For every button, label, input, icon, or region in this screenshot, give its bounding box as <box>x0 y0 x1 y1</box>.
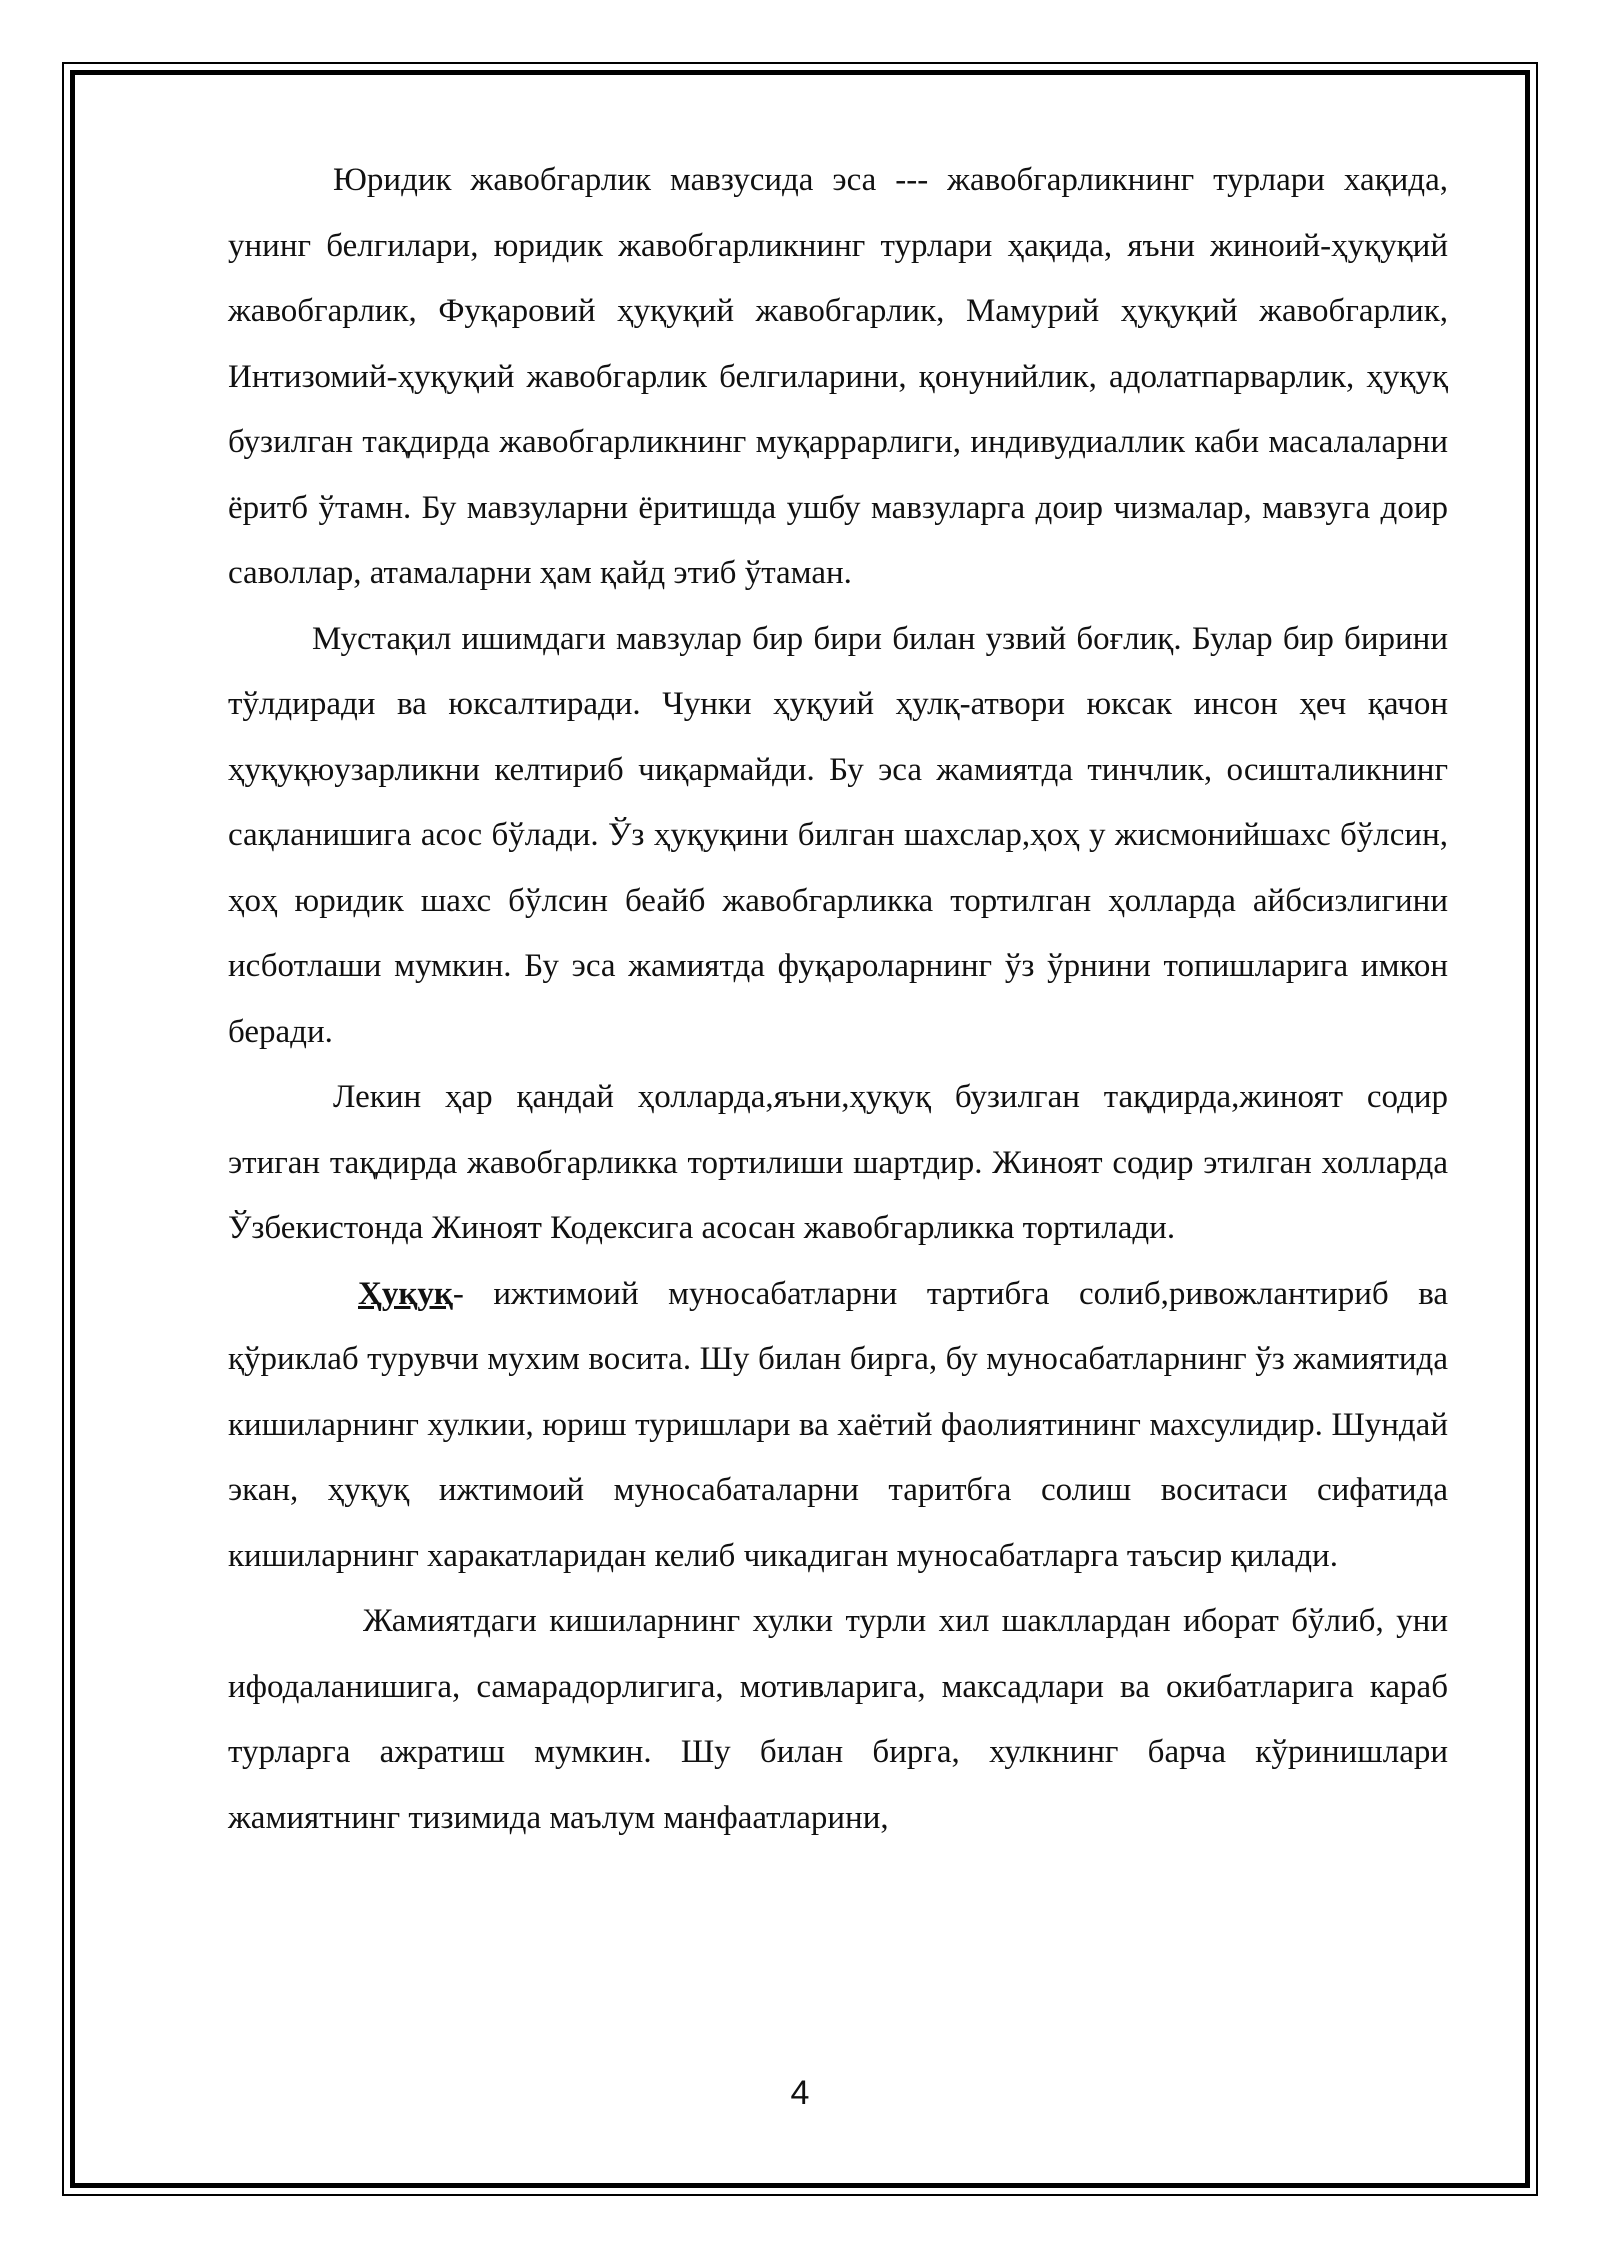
document-body <box>228 148 1448 1851</box>
paragraph-liability-requirement: Лекин ҳар қандай ҳолларда,яъни,ҳуқуқ бузилган тақдирда,жиноят содир этиган тақдирда жавобгарликка тортилиши шартдир. Жиноят содир этилган холларда Ўзбекистонда Жиноят Кодексига асосан жавобгарликка тортилади. <box>228 1079 1448 1246</box>
paragraph-legal-liability-topic: Юридик жавобгарлик мавзусида эса --- жавобгарликнинг турлари хақида, унинг белгилари, юридик жавобгарликнинг турлари ҳақида, яъни жиноий-ҳуқуқий жавобгарлик, Фуқаровий ҳуқуқий жавобгарлик, Мамурий ҳуқуқий жавобгарлик, Интизомий-ҳуқуқий жавобгарлик белгиларини, қонунийлик, адолатпарварлик, ҳуқуқ бузилган тақдирда жавобгарликнинг муқаррарлиги, индивудиаллик каби масалаларни ёритб ўтамн. Бу мавзуларни ёритишда ушбу мавзуларга доир чизмалар, мавзуга доир саволлар, атамаларни ҳам қайд этиб ўтаман. <box>228 162 1448 591</box>
law-definition-text: - ижтимоий муносабатларни тартибга солиб,ривожлантириб ва қўриклаб турувчи мухим восита. Шу билан бирга, бу муносабатларнинг ўз жамиятида кишиларнинг хулкии, юриш туришлари ва хаётий фаолиятининг махсулидир. Шундай экан, ҳуқуқ ижтимоий муносабаталарни таритбга солиш воситаси сифатида кишиларнинг харакатларидан келиб чикадиган муносабатларга таъсир қилади. <box>228 1275 1448 1574</box>
paragraph-topics-connection: Мустақил ишимдаги мавзулар бир бири билан узвий боғлиқ. Булар бир бирини тўлдиради ва юксалтиради. Чунки ҳуқуий ҳулқ-атвори юксак инсон ҳеч қачон ҳуқуқюузарликни келтириб чиқармайди. Бу эса жамиятда тинчлик, осишталикнинг сақланишига асос бўлади. Ўз ҳуқуқини билган шахслар,ҳоҳ у жисмонийшахс бўлсин, ҳоҳ юридик шахс бўлсин беайб жавобгарликка тортилган ҳолларда айбсизлигини исботлаши мумкин. Бу эса жамиятда фуқароларнинг ўз ўрнини топишларига имкон беради. <box>228 620 1448 1050</box>
page-number: 4 <box>790 2074 810 2112</box>
paragraph-law-definition <box>228 1262 1448 1590</box>
term-law: Ҳуқуқ <box>358 1275 453 1312</box>
paragraph-behavior-forms: Жамиятдаги кишиларнинг хулки турли хил шакллардан иборат бўлиб, уни ифодаланишига, самарадорлигига, мотивларига, максадлари ва окибатларига караб турларга ажратиш мумкин. Шу билан бирга, хулкнинг барча кўринишлари жамиятнинг тизимида маълум манфаатларини, <box>228 1603 1448 1836</box>
